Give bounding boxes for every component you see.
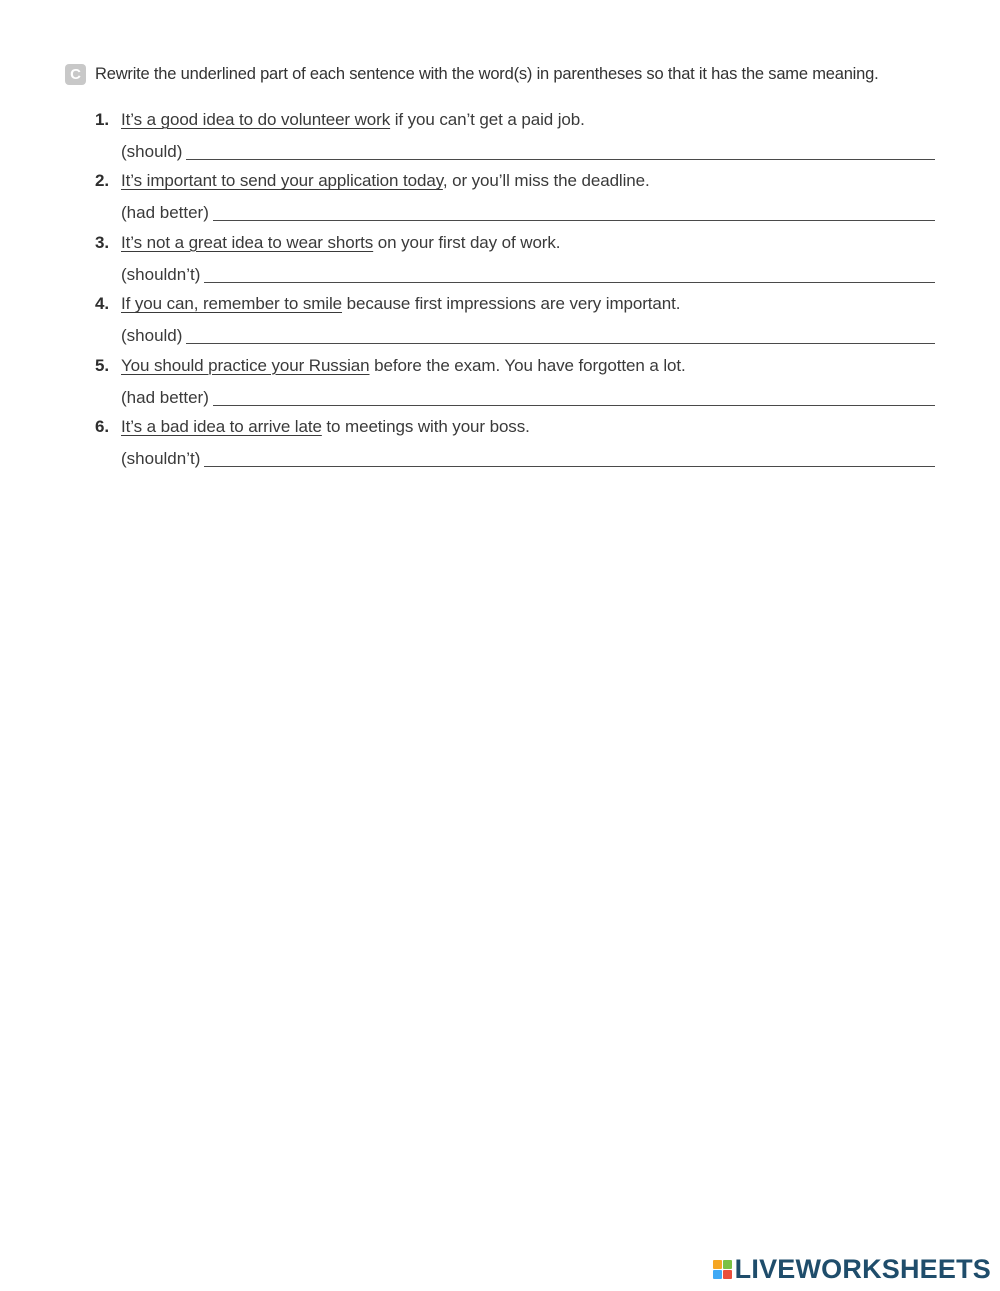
answer-field[interactable] [204,448,935,467]
answer-field[interactable] [204,264,935,283]
logo-tile [723,1270,732,1279]
sentence [95,233,560,253]
sentence [95,110,585,130]
sentence [95,417,530,437]
item-number: 1. [95,110,109,129]
section-badge: C [65,64,86,85]
sentence-rest: if you can’t get a paid job. [390,110,585,129]
underlined-phrase: It’s not a great idea to wear shorts [121,232,374,252]
underlined-phrase: It’s important to send your application today [121,171,443,191]
answer-row [121,202,935,223]
cue-word: (should) [121,142,183,161]
sentence-rest: , or you’ll miss the deadline. [442,171,650,191]
item-number: 6. [95,416,109,436]
exercise-item [95,356,935,417]
answer-field[interactable] [213,387,935,406]
answer-field[interactable] [186,325,935,344]
sentence-rest: because first impressions are very important. [342,294,681,314]
cue-word: (should) [121,326,183,346]
item-number: 5. [95,355,109,375]
cue-word: (had better) [121,203,209,223]
exercise-item [95,233,935,294]
answer-row [121,141,935,162]
cue-word: (had better) [121,387,209,407]
sentence-rest: to meetings with your boss. [321,416,530,436]
sentence [95,171,650,191]
sentence-rest: on your first day of work. [373,232,561,252]
instruction-header [65,64,965,85]
logo-tile [713,1270,722,1279]
sentence [95,294,680,314]
answer-row [121,325,935,346]
exercise-item [95,110,935,171]
logo-tile [723,1260,732,1269]
exercise-item [95,171,935,232]
instruction-text: Rewrite the underlined part of each sentence with the word(s) in parentheses so that it has the same meaning. [95,65,879,83]
underlined-phrase: If you can, remember to smile [121,294,343,314]
answer-row [121,264,935,285]
sentence-rest: before the exam. You have forgotten a lot. [369,355,686,375]
exercise-list [95,110,935,478]
answer-field[interactable] [186,141,935,160]
underlined-phrase: It’s a bad idea to arrive late [121,416,322,436]
answer-field[interactable] [213,202,935,221]
sentence [95,356,686,376]
cue-word: (shouldn’t) [121,448,201,468]
logo-tile [713,1260,722,1269]
cue-word: (shouldn’t) [121,264,201,284]
item-number: 4. [95,294,109,314]
item-number: 2. [95,171,109,191]
exercise-item [95,417,935,478]
exercise-item [95,294,935,355]
answer-row [121,387,935,408]
answer-row [121,448,935,469]
underlined-phrase: You should practice your Russian [121,355,370,375]
liveworksheets-logo-icon [713,1260,732,1279]
item-number: 3. [95,232,109,252]
underlined-phrase: It’s a good idea to do volunteer work [121,110,391,129]
liveworksheets-brand [713,1254,991,1285]
brand-wordmark: LIVEWORKSHEETS [734,1254,991,1284]
